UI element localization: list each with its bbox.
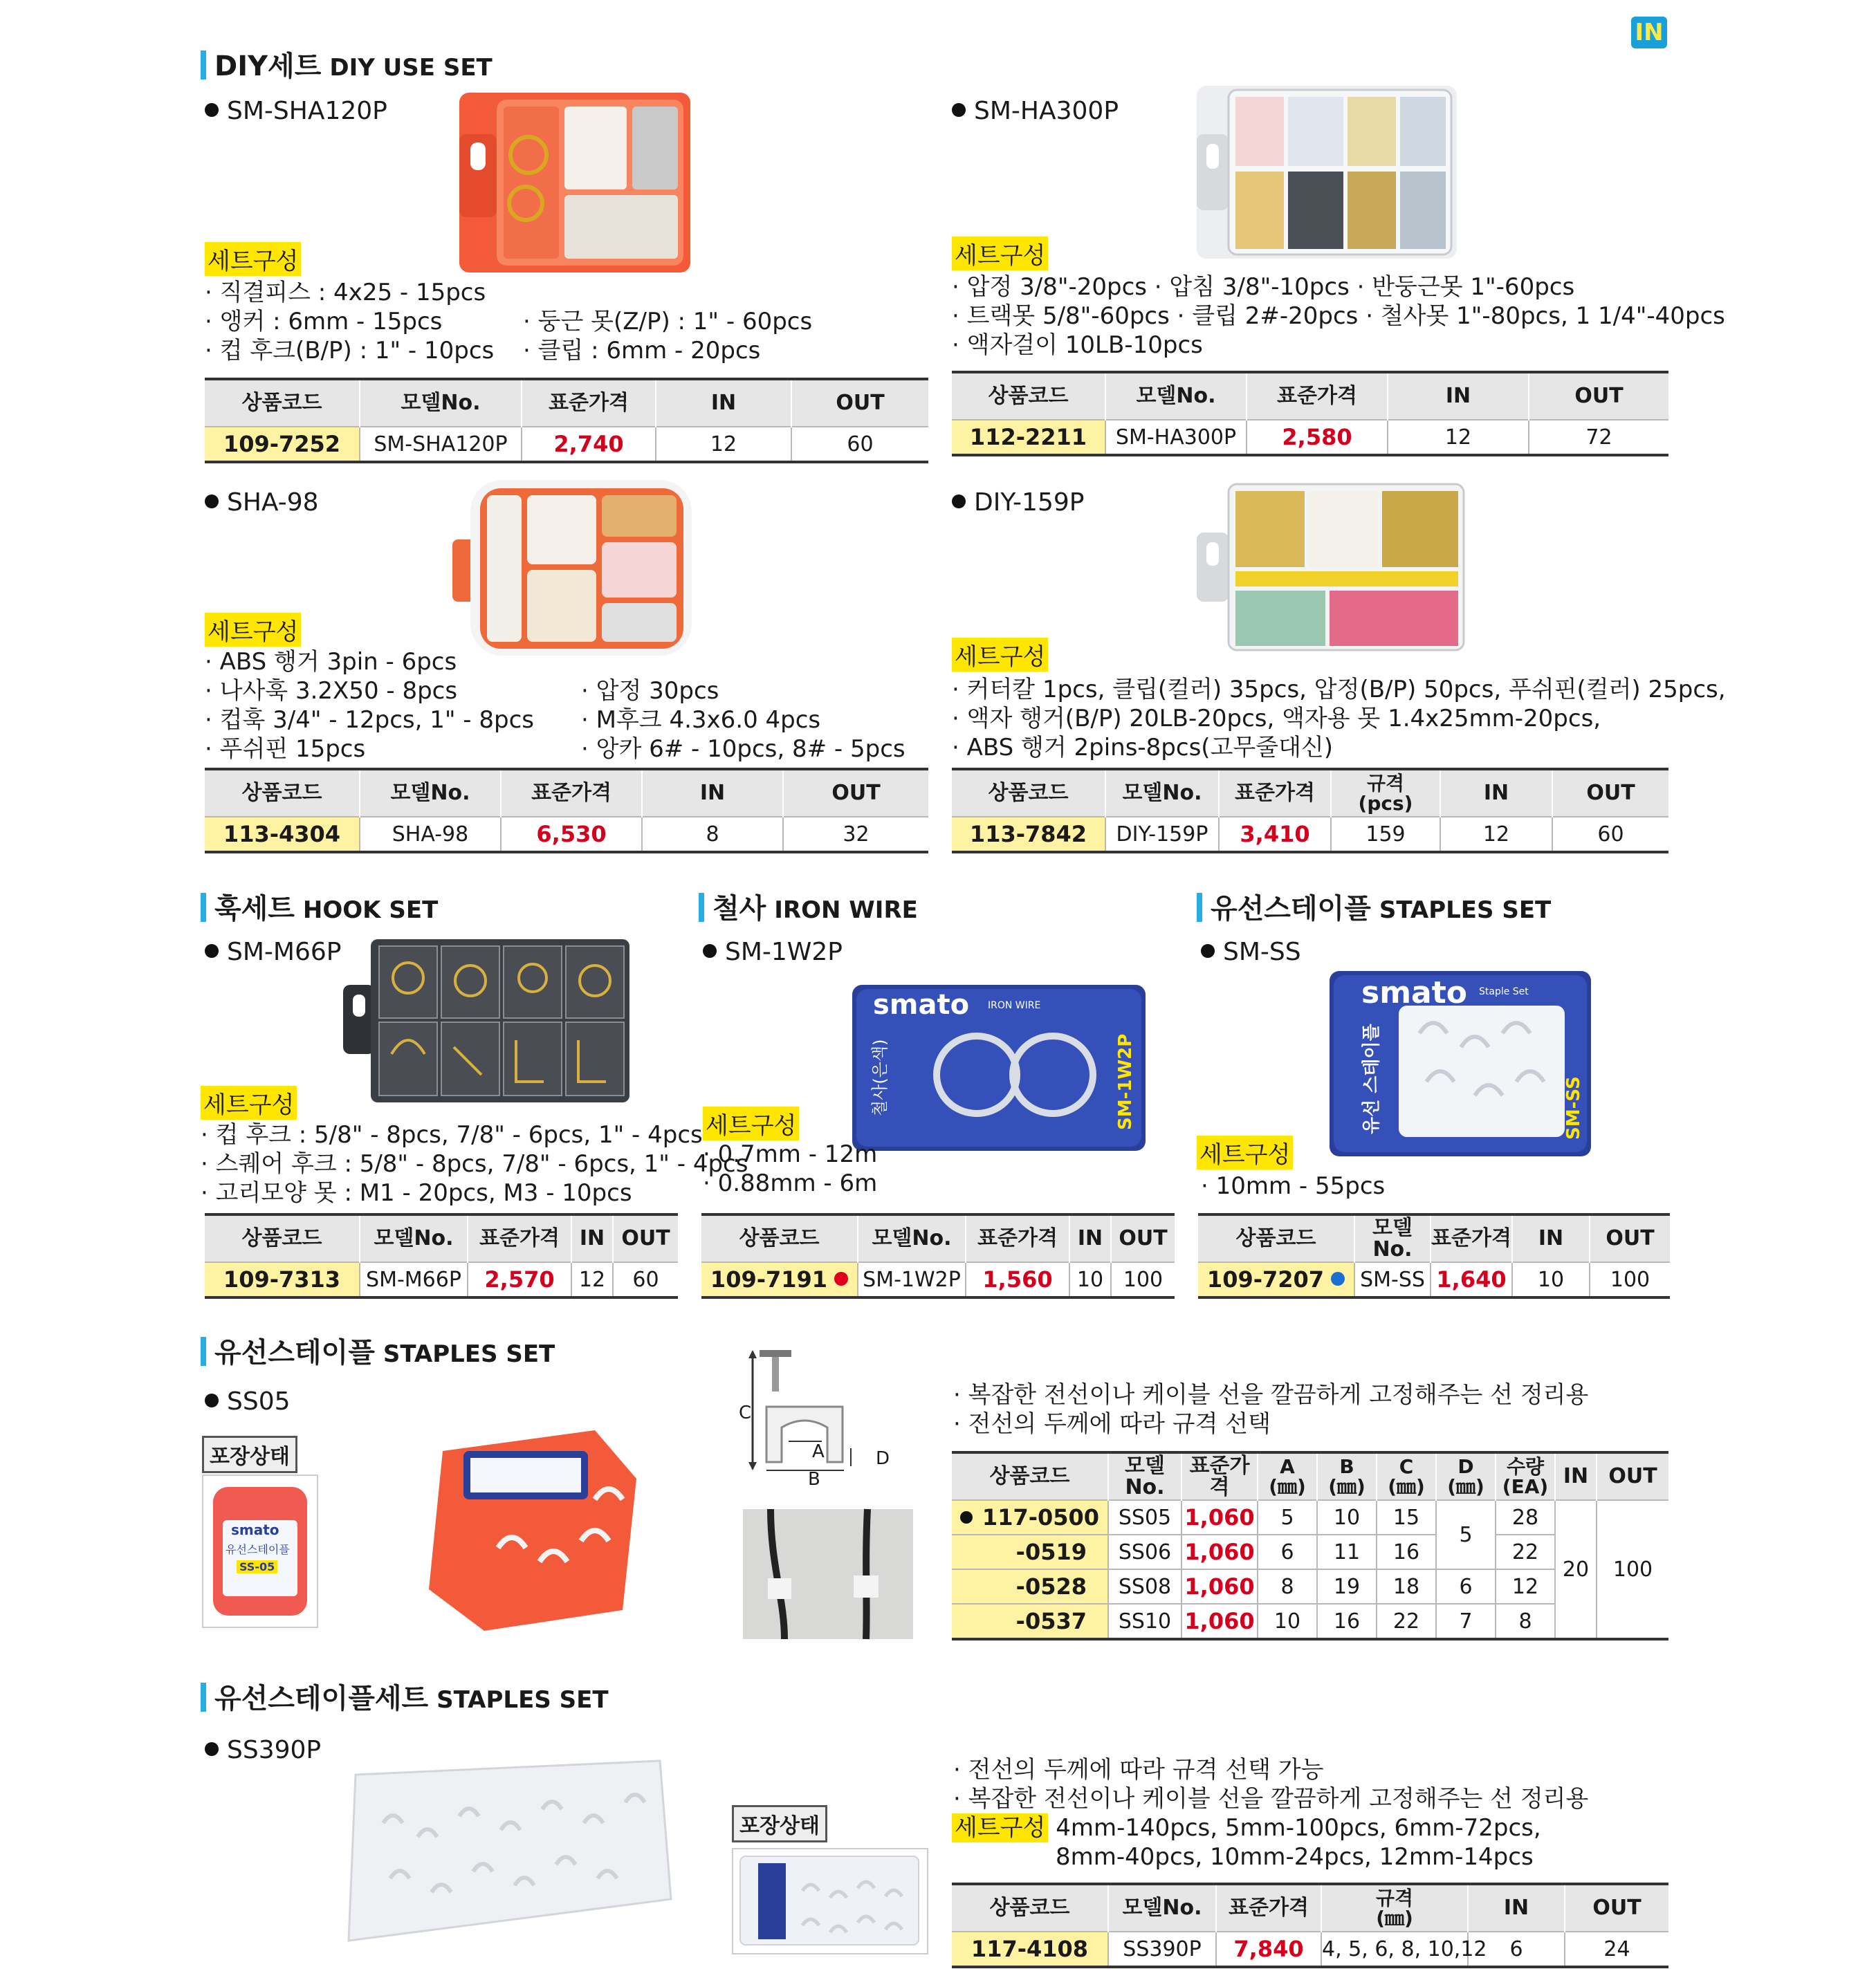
package-image-ss390p: [732, 1848, 928, 1954]
ss390p-description: · 전선의 두께에 따라 규격 선택 가능 · 복잡한 전선이나 케이블 선을 깔끔하게 고정해주는 선 정리용: [953, 1756, 1589, 1813]
section-title-staples: 유선스테이플 STAPLES SET: [1197, 887, 1551, 926]
table-row: -0519 SS06 1,060 6 11 16 22: [952, 1535, 1668, 1569]
box-kr: 유선스테이플: [226, 1543, 290, 1556]
spec-list-right: · 압정 30pcs · M후크 4.3x6.0 4pcs · 앙카 6# - 10pcs, 8# - 5pcs: [581, 677, 905, 763]
product-image-1w2p: [852, 985, 1146, 1151]
spec-list-left: · 직결피스 : 4x25 - 15pcs · 앵커 : 6mm - 15pcs · 컵 후크(B/P) : 1" - 10pcs: [205, 279, 495, 364]
pkg-status-label: 포장상태: [732, 1805, 827, 1842]
product-table-ss05: 상품코드 모델No. 표준가격 A (㎜) B (㎜) C (㎜) D (㎜) 수량 (EA) IN OUT 117-0500 SS05 1,060 5 10 15 5 28 20 100 -0519 SS06 1,060 6 11 16 22 -0528 SS08 1,060 8 19 18 6 12 -0537 SS10 1,060 10 16 22 7 8: [952, 1451, 1668, 1640]
ss390p-set-list-2: 8mm-40pcs, 10mm-24pcs, 12mm-14pcs: [1056, 1843, 1534, 1871]
product-table-1w2p: 상품코드 모델No. 표준가격 IN OUT 109-7191 SM-1W2P 1,560 10 100: [701, 1213, 1175, 1299]
product-table-ha300p: 상품코드 모델No. 표준가격 IN OUT 112-2211 SM-HA300P 2,580 12 72: [952, 371, 1668, 456]
set-label: 세트구성: [952, 237, 1048, 270]
product-table-m66p: 상품코드 모델No. 표준가격 IN OUT 109-7313 SM-M66P 2,570 12 60: [205, 1213, 678, 1299]
model-title-ss: SM-SS: [1201, 938, 1301, 966]
table-row: 113-4304 SHA-98 6,530 8 32: [205, 817, 928, 852]
set-label: 세트구성: [205, 613, 301, 647]
pkg-sub: IRON WIRE: [988, 1000, 1041, 1011]
product-image-diy159p: [1197, 481, 1466, 653]
spec-list: · 압정 3/8"-20pcs · 압침 3/8"-10pcs · 반둥근못 1"-60pcs · 트랙못 5/8"-60pcs · 클립 2#-20pcs · 철사못 1"-80pcs, 1 1/4"-40pcs · 액자걸이 10LB-10pcs: [952, 273, 1725, 359]
section-title-ss390p: 유선스테이플세트 STAPLES SET: [201, 1676, 609, 1716]
set-label: 세트구성: [703, 1107, 799, 1140]
product-image-ss390p: [335, 1761, 674, 1945]
set-label: 세트구성: [952, 638, 1048, 672]
color-dot-red: [834, 1272, 848, 1286]
ss390p-set-list: 세트구성 4mm-140pcs, 5mm-100pcs, 6mm-72pcs,: [952, 1813, 1541, 1842]
product-image-sha98: [452, 477, 695, 658]
dim-a: A: [812, 1441, 825, 1462]
pkg-brand: smato: [1361, 975, 1467, 1010]
spec-list: · 컵 후크 : 5/8" - 8pcs, 7/8" - 6pcs, 1" - 4pcs · 스퀘어 후크 : 5/8" - 8pcs, 7/8" - 6pcs, 1" - 4pcs · 고리모양 못 : M1 - 20pcs, M3 - 10pcs: [201, 1121, 748, 1207]
product-table-diy159p: 상품코드 모델No. 표준가격 규격 (pcs) IN OUT 113-7842 DIY-159P 3,410 159 12 60: [952, 768, 1668, 853]
table-row: 112-2211 SM-HA300P 2,580 12 72: [952, 420, 1668, 455]
product-table-sha120p: 상품코드 모델No. 표준가격 IN OUT 109-7252 SM-SHA120P 2,740 12 60: [205, 378, 928, 463]
pkg-kr: 철사(은색): [870, 1039, 890, 1116]
spec-list: · 0.7mm - 12m · 0.88mm - 6m: [703, 1140, 878, 1197]
model-title-diy159p: DIY-159P: [952, 488, 1084, 517]
staple-usage-photo: [743, 1509, 913, 1639]
product-image-sha120p: [459, 93, 690, 272]
table-row: 109-7252 SM-SHA120P 2,740 12 60: [205, 427, 928, 462]
dim-d: D: [876, 1448, 890, 1469]
product-table-ss: 상품코드 모델No. 표준가격 IN OUT 109-7207 SM-SS 1,640 10 100: [1198, 1213, 1670, 1299]
dim-c: C: [739, 1403, 752, 1423]
set-label: 세트구성: [205, 242, 301, 276]
set-label: 세트구성: [201, 1086, 297, 1120]
table-row: -0537 SS10 1,060 10 16 22 7 8: [952, 1604, 1668, 1639]
model-title-ha300p: SM-HA300P: [952, 97, 1119, 125]
in-badge: IN: [1631, 17, 1667, 48]
package-image-ss05: [202, 1475, 318, 1628]
pkg-brand: smato: [873, 989, 970, 1021]
section-title-diy: DIY세트 DIY USE SET: [201, 44, 493, 84]
staple-dimension-diagram: [732, 1344, 919, 1490]
spec-list: · 커터칼 1pcs, 클립(컬러) 35pcs, 압정(B/P) 50pcs, 푸쉬핀(컬러) 25pcs, · 액자 행거(B/P) 20LB-20pcs, 액자용 못 1.4x25mm-20pcs, · ABS 행거 2pins-8pcs(고무줄대신): [952, 676, 1726, 761]
product-table-sha98: 상품코드 모델No. 표준가격 IN OUT 113-4304 SHA-98 6,530 8 32: [205, 768, 928, 853]
pkg-code: SM-SS: [1563, 1076, 1584, 1140]
box-code: SS-05: [237, 1560, 277, 1573]
box-brand: smato: [231, 1522, 279, 1538]
color-dot-blue: [1331, 1272, 1345, 1286]
product-image-ha300p: [1197, 86, 1457, 259]
table-row: 109-7191 SM-1W2P 1,560 10 100: [701, 1262, 1175, 1297]
set-label: 세트구성: [1197, 1136, 1293, 1170]
model-title-m66p: SM-M66P: [205, 938, 341, 966]
model-title-ss390p: SS390P: [205, 1736, 321, 1764]
pkg-sub: Staple Set: [1479, 986, 1529, 997]
section-title-wire: 철사 IRON WIRE: [699, 887, 918, 926]
spec-list-left: · ABS 행거 3pin - 6pcs · 나사훅 3.2X50 - 8pcs · 컵훅 3/4" - 12pcs, 1" - 8pcs · 푸쉬핀 15pcs: [205, 648, 534, 763]
pkg-status-label: 포장상태: [202, 1436, 297, 1473]
ss05-description: · 복잡한 전선이나 케이블 선을 깔끔하게 고정해주는 선 정리용 · 전선의 두께에 따라 규격 선택: [953, 1381, 1589, 1438]
model-title-ss05: SS05: [205, 1387, 291, 1416]
pkg-kr: 유선 스테이플: [1361, 1024, 1382, 1134]
table-row: 109-7313 SM-M66P 2,570 12 60: [205, 1262, 678, 1297]
product-table-ss390p: 상품코드 모델No. 표준가격 규격 (㎜) IN OUT 117-4108 SS390P 7,840 4, 5, 6, 8, 10,12 6 24: [952, 1883, 1668, 1968]
table-row: 117-0500 SS05 1,060 5 10 15 5 28 20 100: [952, 1500, 1668, 1535]
section-title-hook: 훅세트 HOOK SET: [201, 887, 438, 926]
section-title-ss05: 유선스테이플 STAPLES SET: [201, 1331, 555, 1370]
model-title-sha120p: SM-SHA120P: [205, 97, 387, 125]
product-image-ss05: [415, 1423, 650, 1638]
title-accent-bar: [201, 50, 206, 80]
table-row: -0528 SS08 1,060 8 19 18 6 12: [952, 1569, 1668, 1604]
spec-list-right: · 둥근 못(Z/P) : 1" - 60pcs · 클립 : 6mm - 20pcs: [523, 308, 813, 364]
table-row: 113-7842 DIY-159P 3,410 159 12 60: [952, 817, 1668, 852]
model-title-1w2p: SM-1W2P: [703, 938, 843, 966]
pkg-code: SM-1W2P: [1115, 1033, 1136, 1130]
table-row: 109-7207 SM-SS 1,640 10 100: [1198, 1262, 1670, 1297]
product-image-ss: [1330, 971, 1591, 1156]
model-title-sha98: SHA-98: [205, 488, 319, 517]
product-image-m66p: [343, 936, 634, 1105]
table-row: 117-4108 SS390P 7,840 4, 5, 6, 8, 10,12 6 24: [952, 1932, 1668, 1967]
dim-b: B: [808, 1469, 820, 1490]
spec-list: · 10mm - 55pcs: [1201, 1172, 1386, 1200]
